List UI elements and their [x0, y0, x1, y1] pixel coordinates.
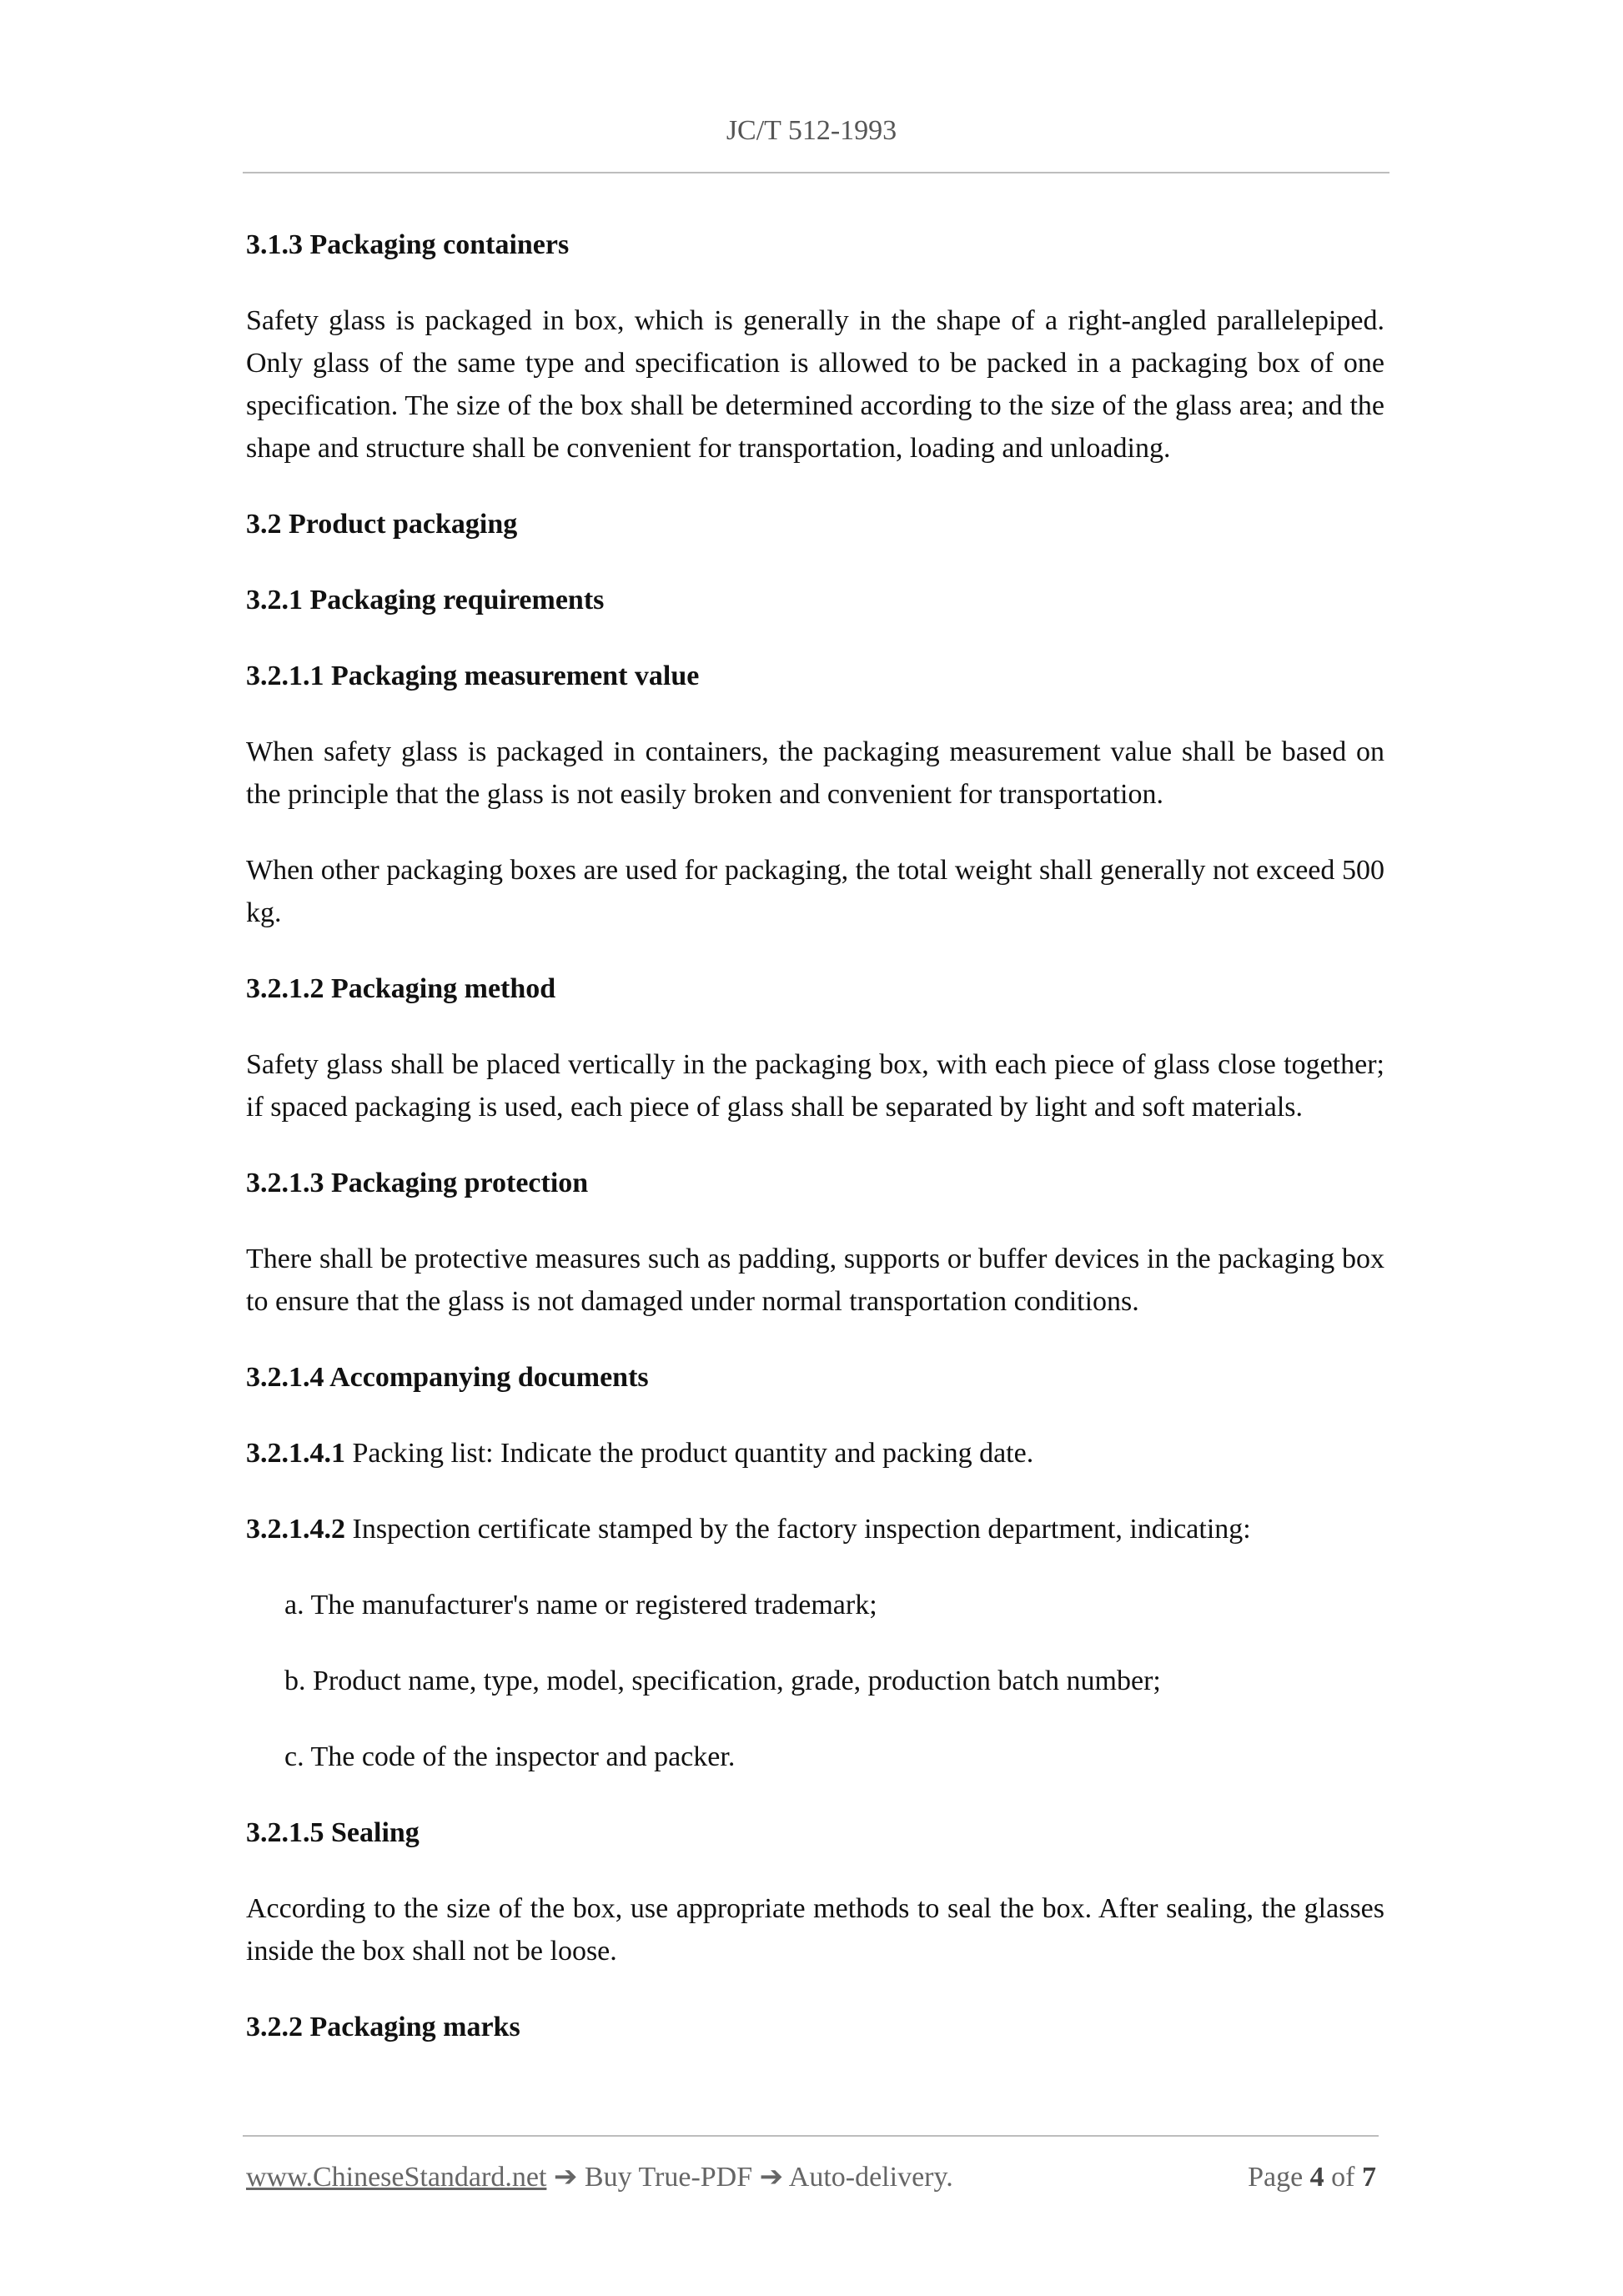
section-3-2-1-5-heading: 3.2.1.5 Sealing — [246, 1817, 420, 1848]
page-indicator — [1248, 2157, 1376, 2198]
section-3-2-1-1-paragraph-2: When other packaging boxes are used for packaging, the total weight shall generally not exceed 500 kg. — [246, 855, 1384, 928]
page-footer — [246, 2157, 1376, 2198]
section-3-2-1-4-1-paragraph — [246, 1432, 1384, 1475]
arrow-right-icon: ➔ — [553, 2162, 578, 2193]
section-3-2-2-heading: 3.2.2 Packaging marks — [246, 2012, 520, 2042]
site-link[interactable]: www.ChineseStandard.net — [246, 2162, 547, 2193]
clause-number: 3.2.1.4.2 — [246, 1514, 345, 1545]
of-label: of — [1331, 2162, 1355, 2193]
section-3-2-1-5-paragraph: According to the size of the box, use appropriate methods to seal the box. After sealing, the glasses inside the box shall not be loose. — [246, 1893, 1384, 1967]
section-3-1-3-heading: 3.1.3 Packaging containers — [246, 229, 570, 260]
document-body — [246, 224, 1384, 2082]
auto-delivery-text: Auto-delivery. — [788, 2162, 953, 2193]
buy-true-pdf-text: Buy True-PDF — [584, 2162, 753, 2193]
arrow-right-icon: ➔ — [759, 2162, 784, 2193]
list-item: a. The manufacturer's name or registered trademark; — [284, 1590, 877, 1620]
section-3-2-1-2-paragraph: Safety glass shall be placed vertically in the packaging box, with each piece of glass close together; if spaced packaging is used, each piece of glass shall be separated by light and soft materials. — [246, 1049, 1384, 1123]
clause-number: 3.2.1.4.1 — [246, 1438, 345, 1469]
header-divider — [243, 172, 1389, 173]
page-total: 7 — [1362, 2162, 1376, 2193]
footer-promo — [246, 2157, 953, 2198]
page-number: 4 — [1309, 2162, 1324, 2193]
list-item: c. The code of the inspector and packer. — [284, 1741, 736, 1772]
clause-text: Packing list: Indicate the product quantity and packing date. — [345, 1438, 1034, 1469]
section-3-2-heading: 3.2 Product packaging — [246, 509, 518, 540]
section-3-2-1-heading: 3.2.1 Packaging requirements — [246, 585, 605, 615]
section-3-2-1-1-heading: 3.2.1.1 Packaging measurement value — [246, 661, 700, 691]
page-label: Page — [1248, 2162, 1304, 2193]
section-3-2-1-4-2-paragraph — [246, 1508, 1384, 1550]
section-3-2-1-2-heading: 3.2.1.2 Packaging method — [246, 973, 556, 1004]
section-3-2-1-3-heading: 3.2.1.3 Packaging protection — [246, 1168, 589, 1198]
section-3-2-1-1-paragraph-1: When safety glass is packaged in containers, the packaging measurement value shall be based on the principle that the glass is not easily broken and convenient for transportation. — [246, 736, 1384, 810]
section-3-1-3-paragraph: Safety glass is packaged in box, which is generally in the shape of a right-angled parallelepiped. Only glass of the same type and specification is allowed to be packed in a packaging box of one specification. The size of the box shall be determined according to the size of the glass area; and the shape and structure shall be convenient for transportation, loading and unloading. — [246, 305, 1384, 464]
page-header-code: JC/T 512-1993 — [726, 115, 897, 146]
clause-text: Inspection certificate stamped by the factory inspection department, indicating: — [345, 1514, 1251, 1545]
footer-divider — [243, 2135, 1379, 2137]
section-3-2-1-3-paragraph: There shall be protective measures such as padding, supports or buffer devices in the packaging box to ensure that the glass is not damaged under normal transportation conditions. — [246, 1243, 1384, 1317]
section-3-2-1-4-heading: 3.2.1.4 Accompanying documents — [246, 1362, 649, 1393]
list-item: b. Product name, type, model, specification, grade, production batch number; — [284, 1665, 1161, 1696]
